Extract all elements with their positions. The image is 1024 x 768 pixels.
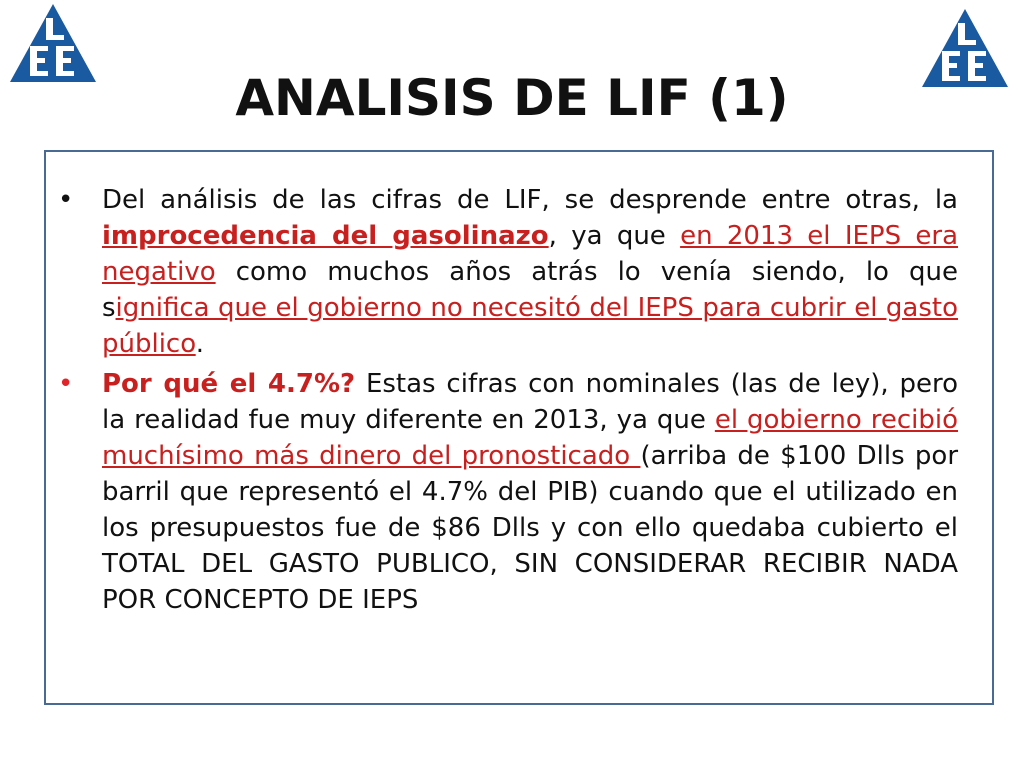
bullet-item-2 xyxy=(58,366,959,618)
bullet-list xyxy=(46,152,992,618)
slide-title: ANALISIS DE LIF (1) xyxy=(235,69,789,127)
bullet-marker: • xyxy=(58,369,74,399)
bullet-2-text: (arriba de $100 Dlls por barril que representó el 4.7% del PIB) cuando que el utilizado en los presupuestos fue de $86 Dlls y con ello quedaba cubierto el TOTAL DEL GASTO PUBLICO, SIN CONSIDERAR RECIBIR NADA POR CONCEPTO DE IEPS xyxy=(102,441,959,615)
content-box xyxy=(44,150,994,705)
bullet-1-highlight-gasolinazo: improcedencia del gasolinazo xyxy=(102,221,549,251)
bullet-item-1 xyxy=(58,182,959,362)
bullet-2-text: Estas cifras con nominales (las de ley), pero la realidad fue muy diferente en 2013, ya que xyxy=(102,369,958,435)
bullet-1-text: Del análisis de las cifras de LIF, se desprende entre otras, la xyxy=(102,185,958,215)
bullet-1-text: , ya que xyxy=(548,221,681,251)
bullet-1-text: como muchos años atrás lo venía siendo, lo que s xyxy=(102,257,958,323)
bullet-2-highlight-dinero: el gobierno recibió muchísimo más dinero del pronosticado xyxy=(102,405,958,471)
bullet-1-text: . xyxy=(195,329,204,359)
bullet-2-highlight-question: Por qué el 4.7%? xyxy=(102,369,356,399)
bullet-1-highlight-ieps-negativo: en 2013 el IEPS era negativo xyxy=(102,221,959,287)
bullet-1-highlight-gobierno: ignifica que el gobierno no necesitó del IEPS para cubrir el gasto público xyxy=(102,293,958,359)
bullet-marker: • xyxy=(58,185,74,215)
